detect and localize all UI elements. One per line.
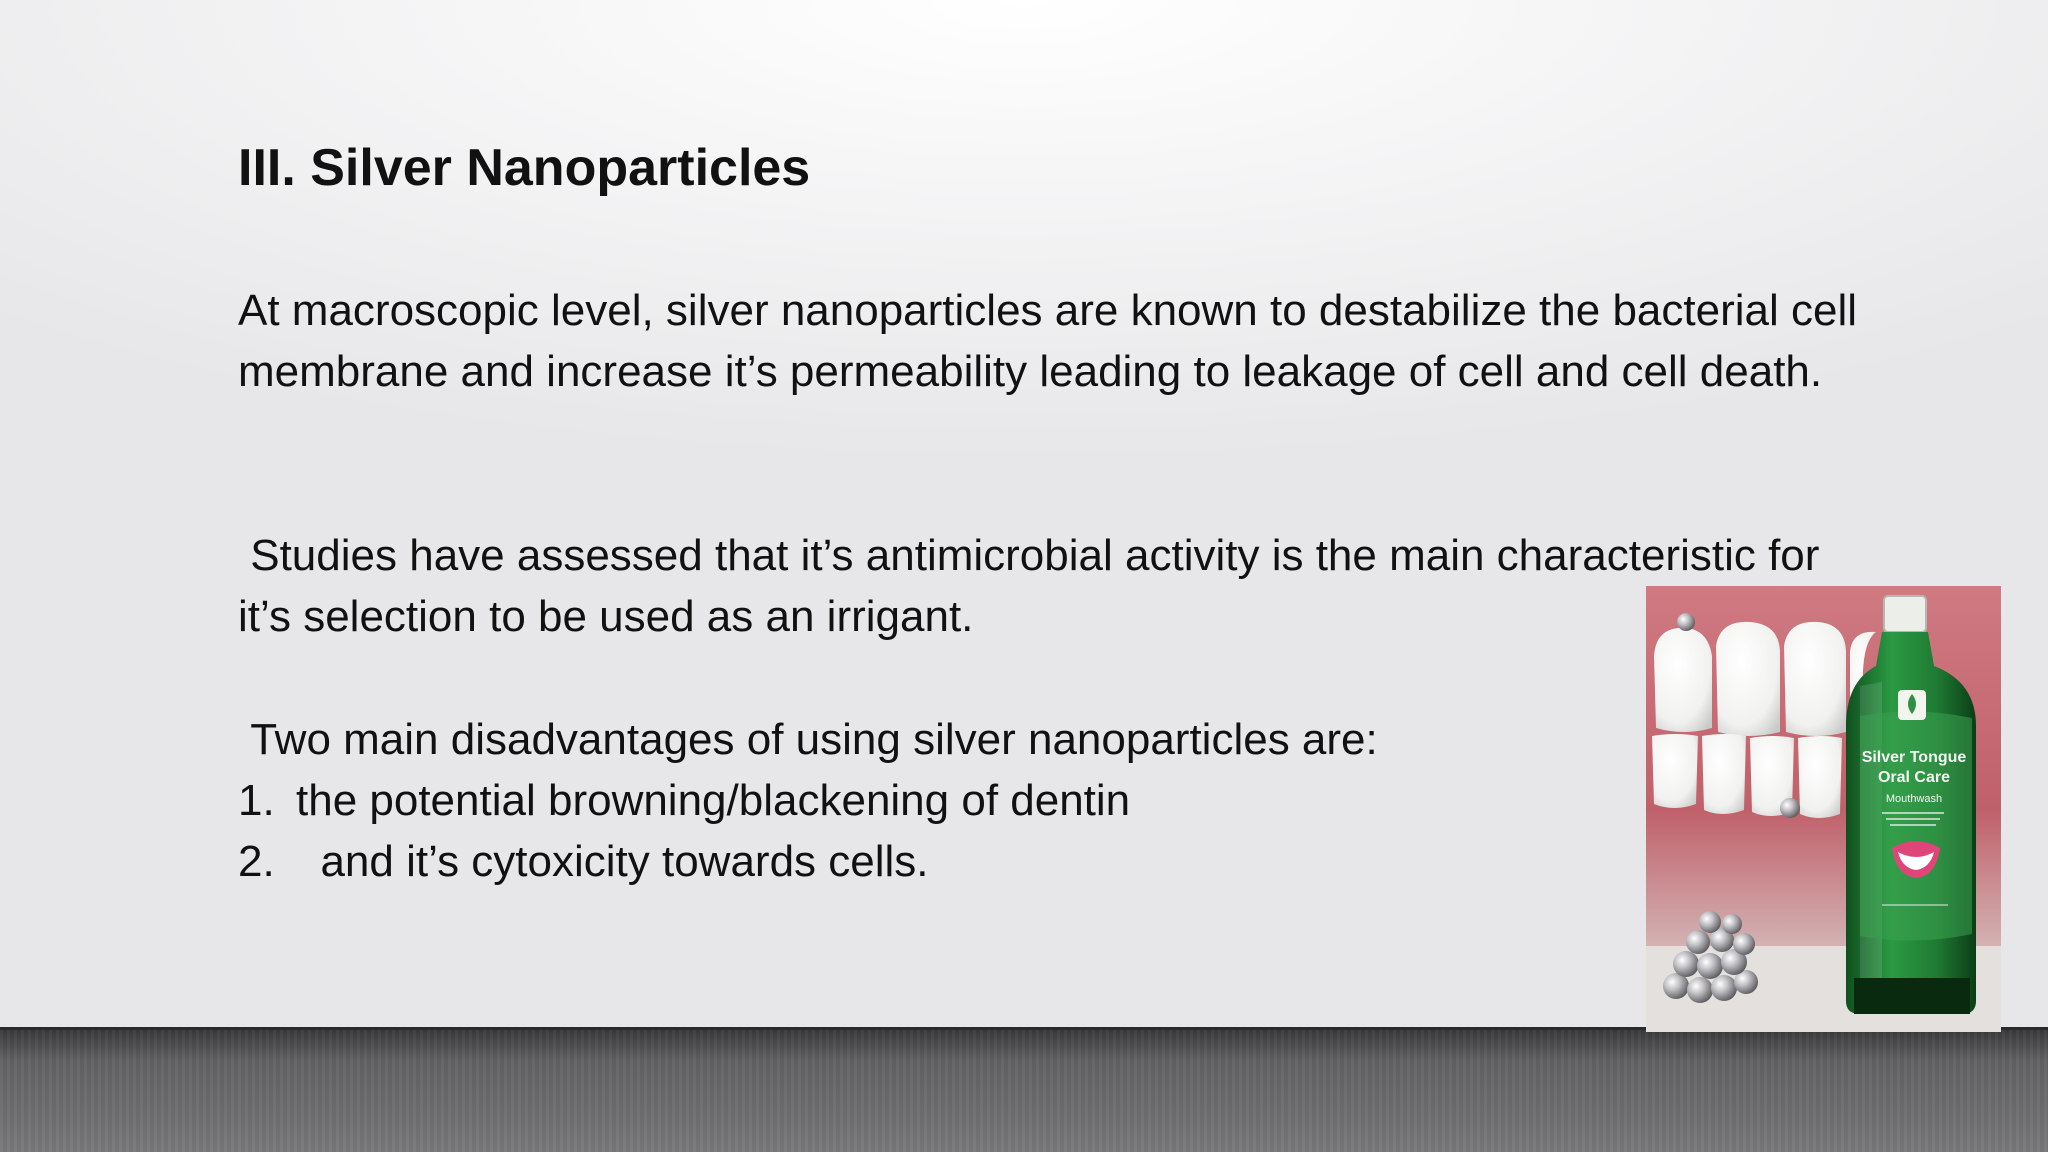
list-number: 1. — [238, 776, 275, 825]
list-item — [238, 770, 1130, 831]
bottle-label-line2: Oral Care — [1877, 769, 1951, 786]
upper-teeth — [1654, 622, 1876, 736]
bottle-label-line1: Silver Tongue — [1861, 749, 1967, 766]
list-text: the potential browning/blackening of dentin — [296, 776, 1131, 825]
lower-teeth — [1652, 734, 1868, 818]
list-number: 2. — [238, 837, 275, 886]
slide-title: III. Silver Nanoparticles — [238, 139, 811, 197]
list-text: and it’s cytoxicity towards cells. — [296, 837, 929, 886]
bottle-label-line3: Mouthwash — [1885, 793, 1943, 805]
floor-band — [0, 1027, 2048, 1152]
silver-speck — [1677, 613, 1695, 631]
list-item — [238, 831, 1130, 892]
mouthwash-teeth-photo — [1646, 586, 2001, 1032]
paragraph-disadvantages: Two main disadvantages of using silver nanoparticles are: — [238, 715, 1378, 764]
disadvantages-list — [238, 770, 1130, 892]
silver-speck — [1780, 798, 1800, 818]
paragraph-studies: Studies have assessed that it’s antimicrobial activity is the main characteristic for it’s selection to be used as an irrigant. — [238, 531, 1832, 641]
paragraph-mechanism: At macroscopic level, silver nanoparticles are known to destabilize the bacterial cell membrane and increase it’s permeability leading to leakage of cell and cell death. — [238, 286, 1857, 396]
